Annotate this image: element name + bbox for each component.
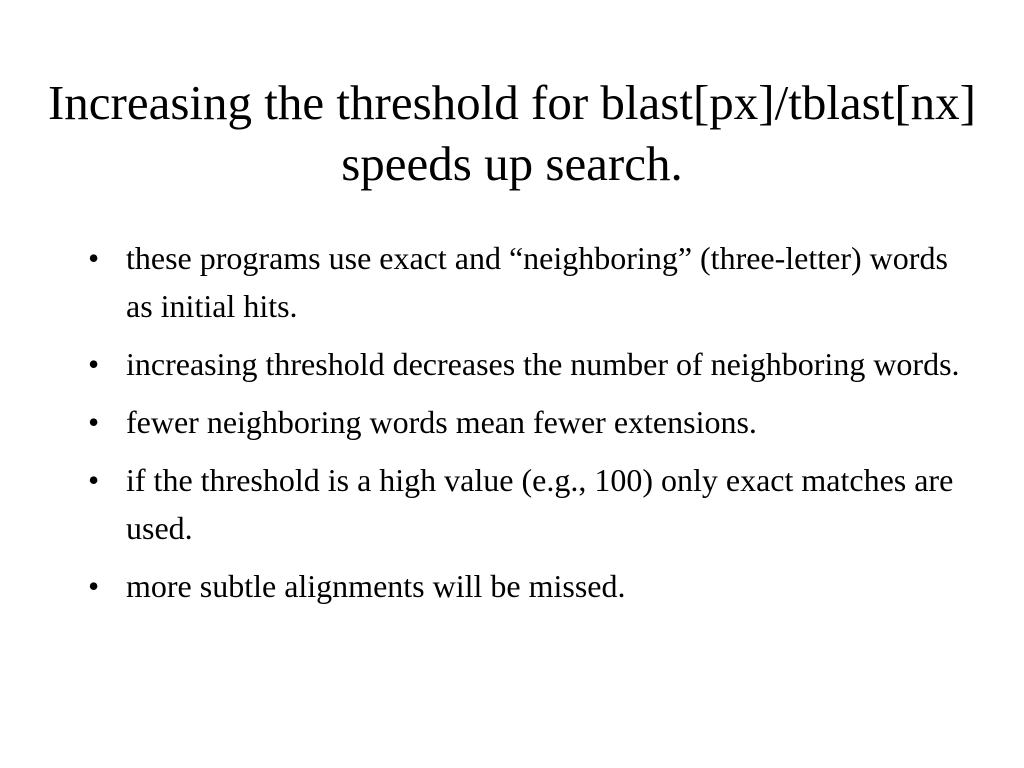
bullet-item xyxy=(88,456,968,552)
bullet-list xyxy=(88,234,968,620)
bullet-item xyxy=(88,398,968,446)
bullet-text: increasing threshold decreases the number of neighboring words. xyxy=(126,346,960,382)
bullet-text: if the threshold is a high value (e.g., 100) only exact matches are used. xyxy=(126,462,954,546)
bullet-marker: • xyxy=(88,568,100,604)
bullet-marker: • xyxy=(88,240,100,276)
bullet-item xyxy=(88,562,968,610)
bullet-text: fewer neighboring words mean fewer extensions. xyxy=(126,404,757,440)
bullet-item xyxy=(88,234,968,330)
slide-title: Increasing the threshold for blast[px]/tblast[nx] speeds up search. xyxy=(47,75,976,191)
bullet-marker: • xyxy=(88,404,100,440)
bullet-marker: • xyxy=(88,346,100,382)
bullet-marker: • xyxy=(88,462,100,498)
bullet-text: more subtle alignments will be missed. xyxy=(126,568,626,604)
bullet-item xyxy=(88,340,968,388)
bullet-text: these programs use exact and “neighboring” (three-letter) words as initial hits. xyxy=(126,240,948,324)
